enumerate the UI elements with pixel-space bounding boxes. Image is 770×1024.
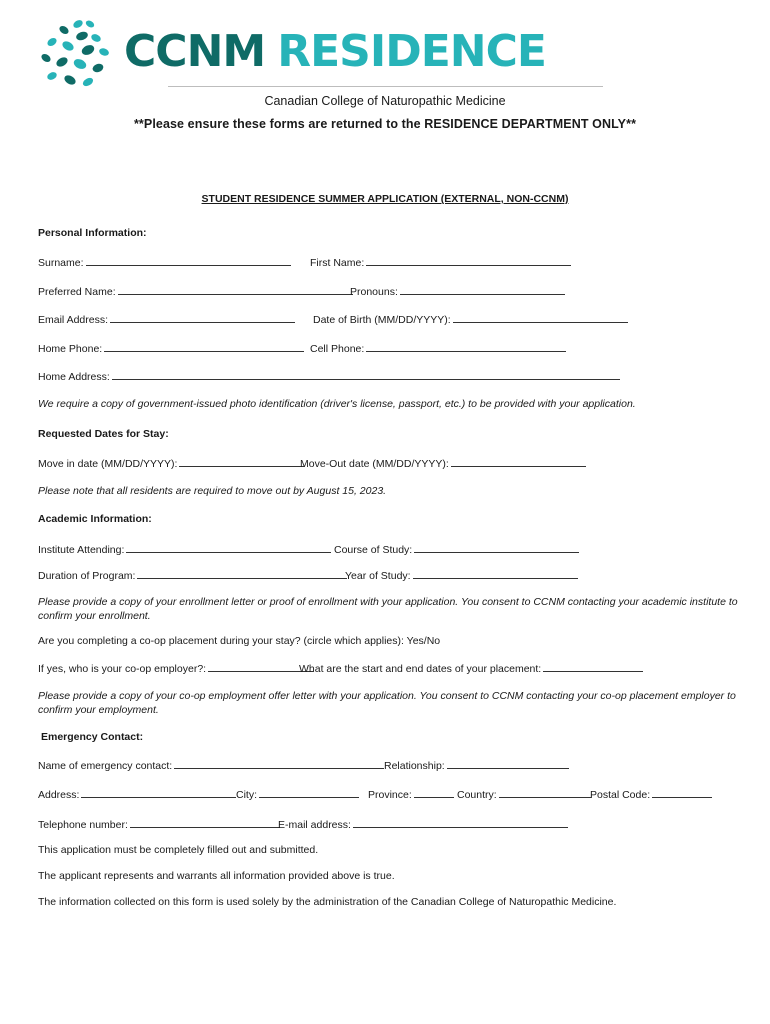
- province-blank[interactable]: [414, 788, 454, 798]
- coop-dates-label: What are the start and end dates of your placement:: [299, 663, 542, 675]
- country-field[interactable]: [457, 788, 591, 801]
- relationship-blank[interactable]: [447, 759, 569, 769]
- home-phone-label: Home Phone:: [38, 343, 103, 355]
- postal-code-field[interactable]: [590, 788, 712, 801]
- move-out-label: Move-Out date (MM/DD/YYYY):: [300, 458, 449, 470]
- province-label: Province:: [368, 789, 412, 801]
- leaf-cluster-icon: [38, 18, 114, 90]
- pronouns-label: Pronouns:: [350, 286, 398, 298]
- duration-label: Duration of Program:: [38, 570, 136, 582]
- city-field[interactable]: [236, 788, 359, 801]
- move-out-blank[interactable]: [451, 457, 586, 467]
- emergency-name-field[interactable]: [38, 759, 384, 772]
- course-blank[interactable]: [414, 543, 579, 553]
- dob-label: Date of Birth (MM/DD/YYYY):: [313, 314, 451, 326]
- email-blank[interactable]: [110, 313, 295, 323]
- cell-phone-label: Cell Phone:: [310, 343, 365, 355]
- first-name-field[interactable]: [310, 256, 571, 269]
- warranty-statement: The applicant represents and warrants all information provided above is true.: [38, 870, 395, 882]
- emergency-address-blank[interactable]: [81, 788, 236, 798]
- coop-employer-label: If yes, who is your co-op employer?:: [38, 663, 207, 675]
- surname-field[interactable]: [38, 256, 291, 269]
- personal-info-heading: Personal Information:: [38, 227, 147, 239]
- dob-field[interactable]: [313, 313, 628, 326]
- city-blank[interactable]: [259, 788, 359, 798]
- home-phone-blank[interactable]: [104, 342, 304, 352]
- telephone-blank[interactable]: [130, 818, 280, 828]
- province-field[interactable]: [368, 788, 454, 801]
- surname-label: Surname:: [38, 257, 84, 269]
- email-field[interactable]: [38, 313, 295, 326]
- coop-employer-blank[interactable]: [208, 662, 313, 672]
- relationship-label: Relationship:: [384, 760, 445, 772]
- emergency-email-label: E-mail address:: [278, 819, 351, 831]
- emergency-name-label: Name of emergency contact:: [38, 760, 173, 772]
- enrollment-note: Please provide a copy of your enrollment letter or proof of enrollment with your application. You consent to CCNM contacting your academic institute to confirm your enrollment.: [38, 596, 738, 622]
- home-address-label: Home Address:: [38, 371, 110, 383]
- pronouns-blank[interactable]: [400, 285, 565, 295]
- academic-heading: Academic Information:: [38, 513, 152, 525]
- postal-code-blank[interactable]: [652, 788, 712, 798]
- duration-blank[interactable]: [137, 569, 347, 579]
- institute-field[interactable]: [38, 543, 331, 556]
- coop-dates-field[interactable]: [299, 662, 643, 675]
- home-address-blank[interactable]: [112, 370, 620, 380]
- move-in-field[interactable]: [38, 457, 304, 470]
- preferred-name-field[interactable]: [38, 285, 353, 298]
- move-out-field[interactable]: [300, 457, 586, 470]
- coop-question: Are you completing a co-op placement during your stay? (circle which applies): Yes/No: [38, 635, 441, 647]
- year-blank[interactable]: [413, 569, 578, 579]
- cell-phone-field[interactable]: [310, 342, 566, 355]
- dates-heading: Requested Dates for Stay:: [38, 428, 169, 440]
- country-blank[interactable]: [499, 788, 591, 798]
- email-label: Email Address:: [38, 314, 109, 326]
- emergency-email-blank[interactable]: [353, 818, 568, 828]
- emergency-heading: Emergency Contact:: [41, 731, 144, 743]
- coop-employer-field[interactable]: [38, 662, 313, 675]
- id-requirement-note: We require a copy of government-issued photo identification (driver's license, passport, etc.) to be provided with your application.: [38, 398, 636, 410]
- postal-code-label: Postal Code:: [590, 789, 651, 801]
- emergency-address-field[interactable]: [38, 788, 236, 801]
- emergency-email-field[interactable]: [278, 818, 568, 831]
- privacy-statement: The information collected on this form is used solely by the administration of the Canadian College of Naturopathic Medicine.: [38, 896, 617, 908]
- institute-label: Institute Attending:: [38, 544, 125, 556]
- preferred-name-label: Preferred Name:: [38, 286, 116, 298]
- duration-field[interactable]: [38, 569, 347, 582]
- completion-statement: This application must be completely filled out and submitted.: [38, 844, 319, 856]
- ccnm-residence-logo: [38, 18, 648, 90]
- pronouns-field[interactable]: [350, 285, 565, 298]
- emergency-address-label: Address:: [38, 789, 80, 801]
- move-out-deadline-note: Please note that all residents are required to move out by August 15, 2023.: [38, 485, 387, 497]
- country-label: Country:: [457, 789, 497, 801]
- logo-word-residence: RESIDENCE: [277, 26, 546, 77]
- preferred-name-blank[interactable]: [118, 285, 353, 295]
- return-instructions: **Please ensure these forms are returned to the RESIDENCE DEPARTMENT ONLY**: [133, 117, 637, 131]
- dob-blank[interactable]: [453, 313, 628, 323]
- relationship-field[interactable]: [384, 759, 569, 772]
- logo-wordmark: [124, 24, 546, 80]
- header-divider: [168, 86, 603, 87]
- coop-dates-blank[interactable]: [543, 662, 643, 672]
- emergency-name-blank[interactable]: [174, 759, 384, 769]
- surname-blank[interactable]: [86, 256, 291, 266]
- home-address-field[interactable]: [38, 370, 620, 383]
- city-label: City:: [236, 789, 257, 801]
- coop-offer-note: Please provide a copy of your co-op employment offer letter with your application. You consent to CCNM contacting your co-op placement employer to confirm your employment.: [38, 690, 736, 716]
- home-phone-field[interactable]: [38, 342, 304, 355]
- institute-blank[interactable]: [126, 543, 331, 553]
- logo-word-ccnm: CCNM: [124, 26, 266, 77]
- college-name: Canadian College of Naturopathic Medicine: [264, 94, 506, 108]
- year-field[interactable]: [345, 569, 578, 582]
- course-field[interactable]: [334, 543, 579, 556]
- first-name-blank[interactable]: [366, 256, 571, 266]
- course-label: Course of Study:: [334, 544, 413, 556]
- cell-phone-blank[interactable]: [366, 342, 566, 352]
- move-in-label: Move in date (MM/DD/YYYY):: [38, 458, 178, 470]
- move-in-blank[interactable]: [179, 457, 304, 467]
- form-title: STUDENT RESIDENCE SUMMER APPLICATION (EXTERNAL, NON-CCNM): [201, 193, 569, 205]
- first-name-label: First Name:: [310, 257, 365, 269]
- telephone-label: Telephone number:: [38, 819, 128, 831]
- telephone-field[interactable]: [38, 818, 280, 831]
- year-label: Year of Study:: [345, 570, 411, 582]
